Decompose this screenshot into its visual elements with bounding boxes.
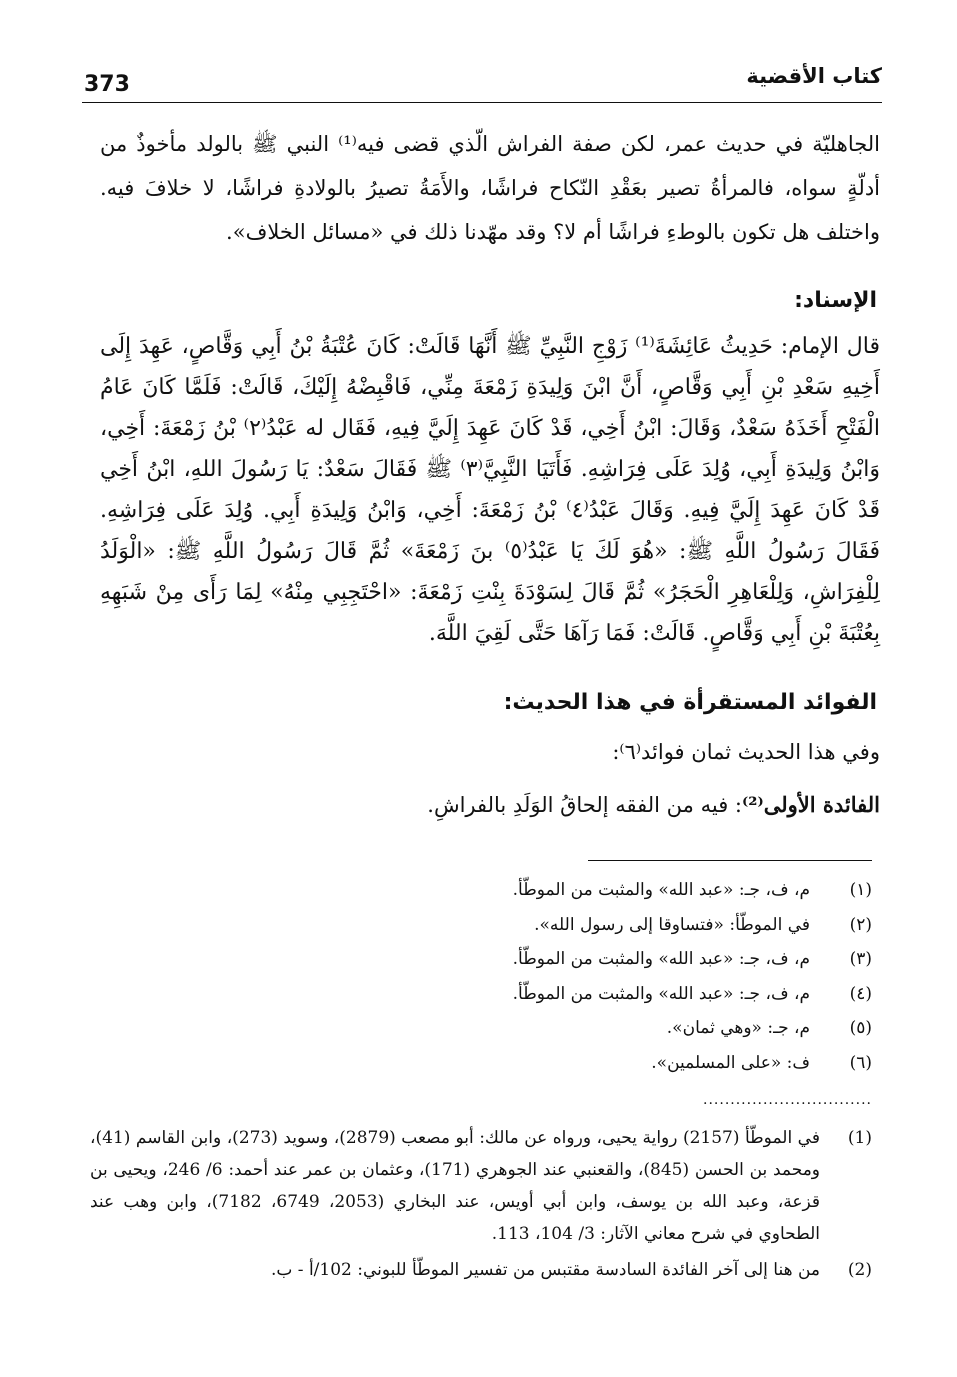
- editor-note-text: من هنا إلى آخر الفائدة السادسة مقتبس من تفسير الموطّأ للبوني: 102/أ - ب.: [270, 1260, 820, 1280]
- footnote-number: (٤): [849, 983, 872, 1004]
- intro-paragraph: الجاهليّة في حديث عمر، لكن صفة الفراش الّذي قضى فيه⁽¹⁾ النبي ﷺ بالولد مأخوذٌ من أدلّةٍ سواه، فالمرأةُ تصير بعَقْدِ النّكاح فراشًا، والأَمَةُ تصيرُ بالولادةِ فراشًا، لا خلافَ فيه. واختلف هل تكون بالوطءِ فراشًا أم لا؟ وقد مهّدنا ذلك في «مسائل الخلاف».: [100, 132, 881, 244]
- footnote-number: (١): [849, 880, 872, 900]
- footnote-text: ف: «على المسلمين».: [651, 1052, 810, 1073]
- benefits-intro-line: وفي هذا الحديث ثمان فوائد⁽٦⁾:: [612, 740, 880, 764]
- footnote-item: [300, 942, 872, 977]
- footnote-number: (٣): [849, 949, 872, 969]
- footnote-number: (٥): [849, 1018, 872, 1038]
- editor-note-number: (2): [847, 1260, 872, 1280]
- isnad-heading: الإسناد:: [794, 288, 877, 313]
- footnote-text: في الموطّأ: «فتساوقا إلى رسول الله».: [534, 914, 810, 935]
- footnote-item: [300, 977, 872, 1012]
- editor-note-number: (1): [847, 1128, 872, 1148]
- editor-note: [90, 1254, 872, 1286]
- benefits-heading: الفوائد المستقرأة في هذا الحديث:: [503, 690, 877, 715]
- footnote-text: م، ف، جـ: «عبد الله» والمثبت من الموطّأ.: [512, 983, 810, 1004]
- first-benefit-label: الفائدة الأولى⁽²⁾: [741, 792, 880, 817]
- footnote-text: م، ف، جـ: «عبد الله» والمثبت من الموطّأ.: [512, 880, 810, 900]
- editor-note: [90, 1122, 872, 1250]
- first-benefit: [100, 792, 880, 817]
- footnote-divider: [588, 860, 872, 861]
- editor-note-text: في الموطّأ (2157) رواية يحيى، ورواه عن مالك: أبو مصعب (2879)، وسويد (273)، وابن القاسم (41)، ومحمد بن الحسن (845)، والقعنبي عند الجوهري (171)، وعثمان بن عمر عند أحمد: 6/ 246، ويحيى بن قزعة، وعبد الله بن يوسف، وابن أبي أويس، عند البخاري (2053، 6749، 7182)، وابن وهب عند الطحاوي في شرح معاني الآثار: 3/ 104، 113.: [90, 1128, 821, 1244]
- footnote-item: [300, 908, 872, 943]
- hadith-text: قال الإمام: حَدِيثُ عَائِشَةَ⁽¹⁾ زَوْجِ النَّبِيِّ ﷺ أَنَّهَا قَالَتْ: كَانَ عُتْبَةُ بْنُ أَبِي وَقَّاصٍ، عَهِدَ إِلَى أَخِيهِ سَعْدِ بْنِ أَبِي وَقَّاصٍ، أَنَّ ابْنَ وَلِيدَةِ زَمْعَةَ مِنِّي، فَاقْبِضْهُ إِلَيْكَ، قَالَتْ: فَلَمَّا كَانَ عَامُ الْفَتْحِ أَخَذَهُ سَعْدٌ، وَقَالَ: ابْنُ أَخِي، قَدْ كَانَ عَهِدَ إِلَيَّ فِيهِ، فَقَال له عَبْدُ⁽٢⁾ بْنُ زَمْعَةَ: أَخِي، وَابْنُ وَلِيدَةِ أَبِي، وُلِدَ عَلَى فِرَاشِهِ. فَأَتَيَا النَّبِيَّ⁽٣⁾ ﷺ فَقَالَ سَعْدٌ: يَا رَسُولَ اللهِ، ابْنُ أَخِي قَدْ كَانَ عَهِدَ إِلَيَّ فِيهِ. وَقَالَ عَبْدُ⁽٤⁾ بْنُ زَمْعَةَ: أَخِي، وَابْنُ وَلِيدَةِ أَبِي. وُلِدَ عَلَى فِرَاشِهِ. فَقَالَ رَسُولُ اللَّهِ ﷺ: «هُوَ لَكَ يَا عَبْدُ⁽٥⁾ بنَ زَمْعَةَ» ثُمَّ قَالَ رَسُولُ اللَّهِ ﷺ: «الْوَلَدُ لِلْفِرَاشِ، وَلِلْعَاهِرِ الْحَجَرُ» ثُمَّ قَالَ لِسَوْدَةَ بِنْتِ زَمْعَةَ: «احْتَجِبِي مِنْهُ» لِمَا رَأَى مِنْ شَبَهِهِ بِعُتْبَةَ بْنِ أَبِي وَقَّاصٍ. قَالَتْ: فَمَا رَآهَا حَتَّى لَقِيَ اللَّهَ.: [100, 334, 881, 646]
- footnote-item: [300, 1011, 872, 1046]
- page-number: 373: [84, 72, 130, 97]
- footnote-number: (٦): [849, 1052, 872, 1073]
- dotted-separator: ...............................: [703, 1092, 872, 1108]
- editor-notes: [90, 1122, 872, 1290]
- manuscript-footnotes: [300, 873, 872, 1080]
- first-benefit-text: : فيه من الفقه إلحاقُ الوَلَدِ بالفراشِ.: [427, 793, 742, 817]
- page-header: [82, 62, 882, 103]
- footnote-item: [300, 873, 872, 908]
- footnote-text: م، جـ: «وهي ثمان».: [666, 1018, 810, 1038]
- footnote-number: (٢): [849, 914, 872, 935]
- footnote-text: م، ف، جـ: «عبد الله» والمثبت من الموطّأ.: [512, 949, 810, 969]
- book-title: كتاب الأقضية: [746, 64, 882, 88]
- footnote-item: [300, 1046, 872, 1081]
